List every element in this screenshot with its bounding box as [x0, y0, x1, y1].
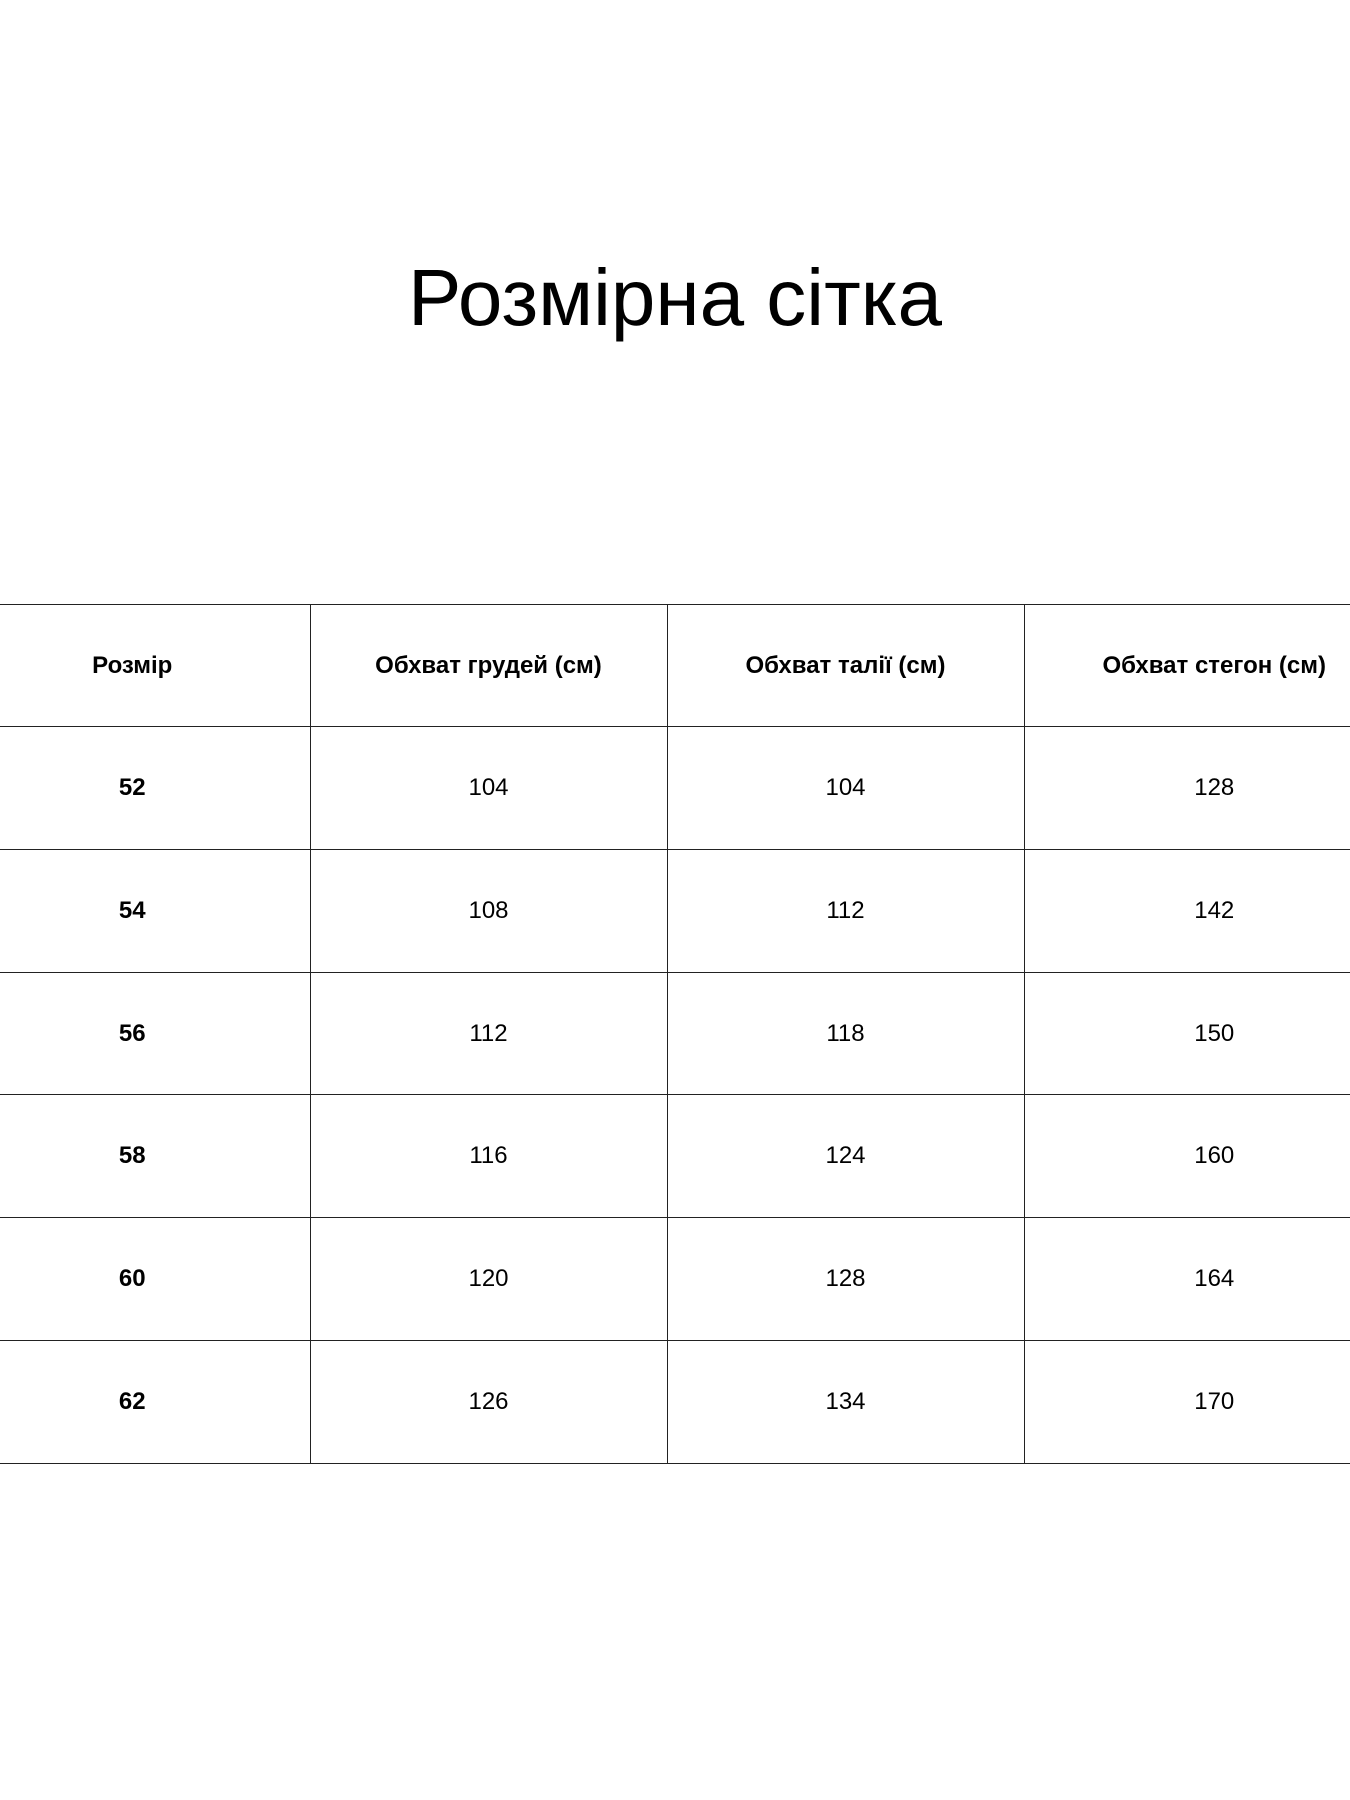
table-body — [0, 727, 1350, 1464]
table-row — [0, 1341, 1350, 1464]
waist-cell: 134 — [667, 1341, 1024, 1464]
size-cell: 56 — [0, 972, 310, 1095]
table-row — [0, 849, 1350, 972]
hips-cell: 128 — [1024, 727, 1350, 850]
size-cell: 60 — [0, 1218, 310, 1341]
chest-cell: 108 — [310, 849, 667, 972]
header-row — [0, 605, 1350, 727]
waist-cell: 128 — [667, 1218, 1024, 1341]
header-chest: Обхват грудей (см) — [310, 605, 667, 727]
waist-cell: 124 — [667, 1095, 1024, 1218]
hips-cell: 170 — [1024, 1341, 1350, 1464]
waist-cell: 112 — [667, 849, 1024, 972]
table-row — [0, 1218, 1350, 1341]
chest-cell: 116 — [310, 1095, 667, 1218]
table-row — [0, 727, 1350, 850]
size-cell: 54 — [0, 849, 310, 972]
size-cell: 52 — [0, 727, 310, 850]
hips-cell: 164 — [1024, 1218, 1350, 1341]
hips-cell: 142 — [1024, 849, 1350, 972]
size-cell: 58 — [0, 1095, 310, 1218]
chest-cell: 112 — [310, 972, 667, 1095]
waist-cell: 104 — [667, 727, 1024, 850]
size-chart-table — [0, 604, 1350, 1464]
size-cell: 62 — [0, 1341, 310, 1464]
hips-cell: 160 — [1024, 1095, 1350, 1218]
table-row — [0, 1095, 1350, 1218]
table-row — [0, 972, 1350, 1095]
header-waist: Обхват талії (см) — [667, 605, 1024, 727]
chest-cell: 104 — [310, 727, 667, 850]
chest-cell: 120 — [310, 1218, 667, 1341]
chest-cell: 126 — [310, 1341, 667, 1464]
table-header — [0, 605, 1350, 727]
header-size: Розмір — [0, 605, 310, 727]
page-title: Розмірна сітка — [408, 253, 942, 342]
header-hips: Обхват стегон (см) — [1024, 605, 1350, 727]
waist-cell: 118 — [667, 972, 1024, 1095]
hips-cell: 150 — [1024, 972, 1350, 1095]
